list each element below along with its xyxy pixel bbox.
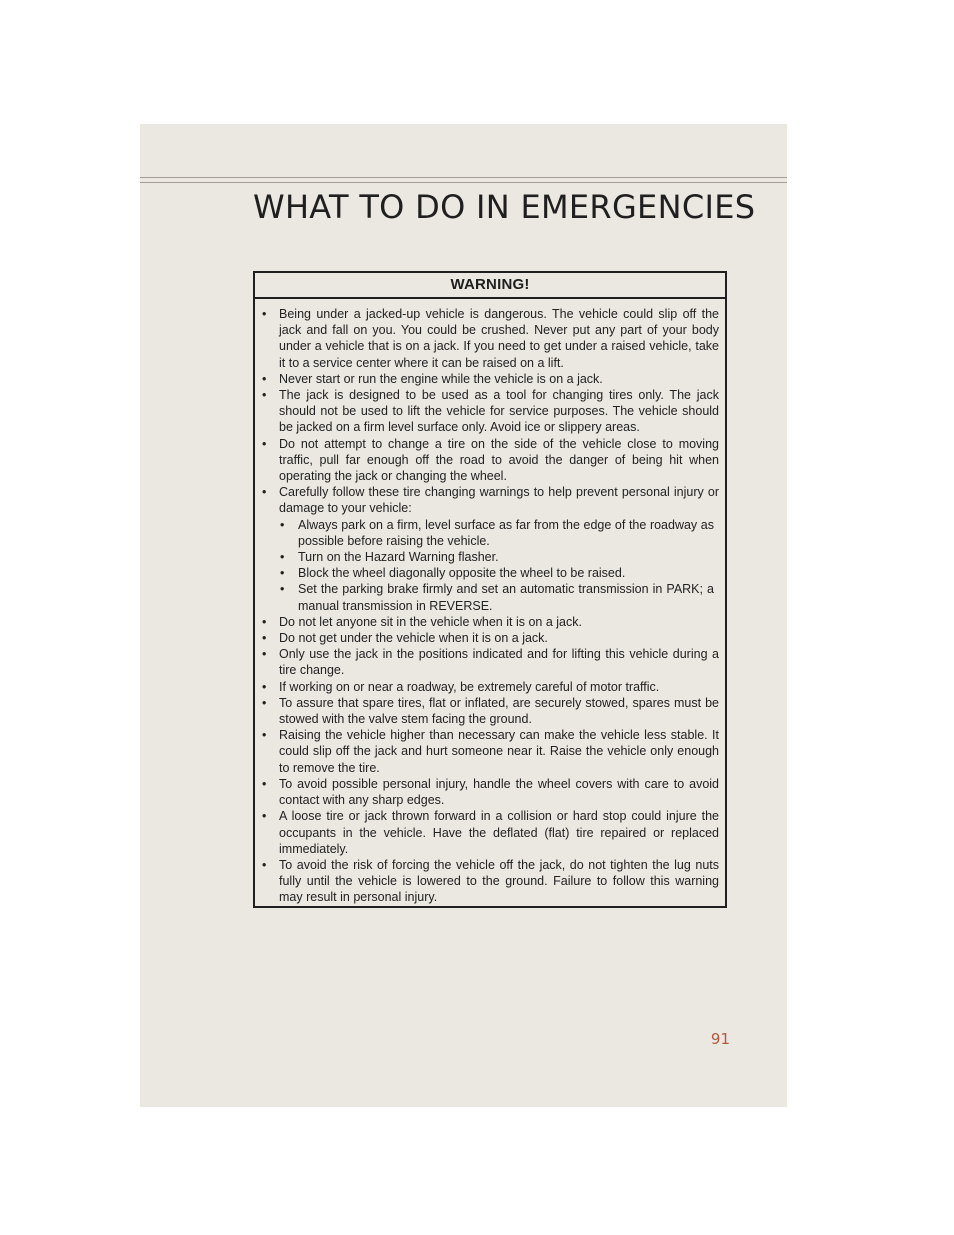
warning-item: • Do not get under the vehicle when it is on a jack.	[279, 630, 719, 646]
warning-item-with-subitems	[279, 484, 719, 614]
warning-item: • Only use the jack in the positions indicated and for lifting this vehicle during a tire change.	[279, 646, 719, 678]
warning-item: • Do not let anyone sit in the vehicle when it is on a jack.	[279, 614, 719, 630]
page-number: 91	[710, 1030, 730, 1048]
warning-item: • A loose tire or jack thrown forward in a collision or hard stop could injure the occupants in the vehicle. Have the deflated (flat) tire repaired or replaced immediately.	[279, 808, 719, 857]
manual-page	[140, 124, 787, 1107]
warning-item: • The jack is designed to be used as a tool for changing tires only. The jack should not be used to lift the vehicle for service purposes. The vehicle should be jacked on a firm level surface only. Avoid ice or slippery areas.	[279, 387, 719, 436]
header-rule-top	[140, 177, 787, 178]
warning-item: • To avoid the risk of forcing the vehicle off the jack, do not tighten the lug nuts fully until the vehicle is lowered to the ground. Failure to follow this warning may result in personal injury.	[279, 857, 719, 906]
warning-sublist	[279, 517, 719, 614]
warning-subitem: • Set the parking brake firmly and set an automatic transmission in PARK; a manual transmission in REVERSE.	[298, 581, 714, 613]
warning-item: • If working on or near a roadway, be extremely careful of motor traffic.	[279, 679, 719, 695]
warning-item: • Raising the vehicle higher than necessary can make the vehicle less stable. It could slip off the jack and hurt someone near it. Raise the vehicle only enough to remove the tire.	[279, 727, 719, 776]
warning-list	[255, 299, 725, 906]
header-rule-bottom	[140, 182, 787, 183]
section-title: WHAT TO DO IN EMERGENCIES	[253, 188, 756, 226]
warning-box	[253, 271, 727, 908]
warning-subitem: • Always park on a firm, level surface as far from the edge of the roadway as possible before raising the vehicle.	[298, 517, 714, 549]
warning-item-text: Carefully follow these tire changing warnings to help prevent personal injury or damage to your vehicle:	[279, 485, 719, 516]
warning-subitem: • Turn on the Hazard Warning flasher.	[298, 549, 714, 565]
warning-item: • Being under a jacked-up vehicle is dangerous. The vehicle could slip off the jack and fall on you. You could be crushed. Never put any part of your body under a vehicle that is on a jack. If you need to get under a raised vehicle, take it to a service center where it can be raised on a lift.	[279, 306, 719, 371]
warning-item: • Never start or run the engine while the vehicle is on a jack.	[279, 371, 719, 387]
warning-item: • Do not attempt to change a tire on the side of the vehicle close to moving traffic, pull far enough off the road to avoid the danger of being hit when operating the jack or changing the wheel.	[279, 436, 719, 485]
warning-heading: WARNING!	[255, 273, 725, 299]
warning-subitem: • Block the wheel diagonally opposite the wheel to be raised.	[298, 565, 714, 581]
warning-item: • To assure that spare tires, flat or inflated, are securely stowed, spares must be stowed with the valve stem facing the ground.	[279, 695, 719, 727]
warning-item: • To avoid possible personal injury, handle the wheel covers with care to avoid contact with any sharp edges.	[279, 776, 719, 808]
